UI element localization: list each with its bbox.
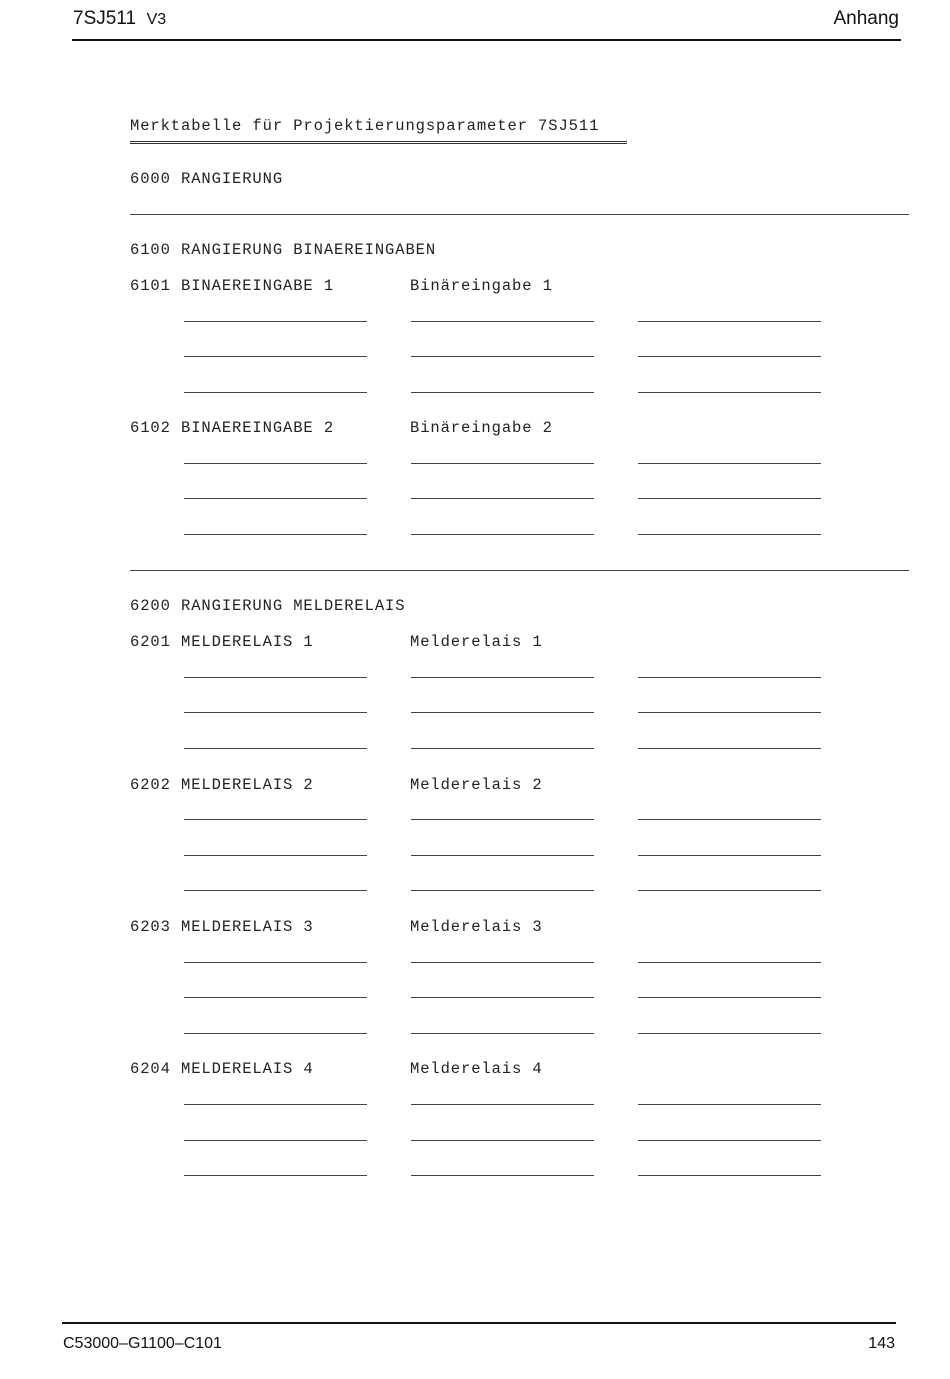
entry-blank [411,463,594,464]
param-label-6202: Melderelais 2 [410,776,543,794]
param-code-6202: 6202 MELDERELAIS 2 [130,776,314,794]
entry-blank [638,855,821,856]
entry-blank [184,677,367,678]
entry-blank [184,1104,367,1105]
entry-blank [411,1140,594,1141]
entry-blank [411,677,594,678]
entry-blank [184,1140,367,1141]
entry-blank [411,392,594,393]
param-label-6201: Melderelais 1 [410,633,543,651]
section-divider [130,214,909,215]
header-rule [72,39,901,41]
entry-blank [638,677,821,678]
entry-blank [411,712,594,713]
param-code-6101: 6101 BINAEREINGABE 1 [130,277,335,295]
entry-blank [184,748,367,749]
title-double-underline [130,141,627,144]
entry-blank [638,890,821,891]
entry-blank [638,1140,821,1141]
entry-blank [411,997,594,998]
entry-blank [184,534,367,535]
entry-blank [184,1033,367,1034]
entry-blank [184,356,367,357]
entry-blank [184,712,367,713]
entry-blank [638,819,821,820]
product-version: V3 [146,11,167,28]
entry-blank [638,748,821,749]
entry-blank [638,1175,821,1176]
entry-blank [411,1104,594,1105]
entry-blank [638,356,821,357]
entry-blank [184,890,367,891]
entry-blank [411,1033,594,1034]
entry-blank [411,356,594,357]
param-code-6102: 6102 BINAEREINGABE 2 [130,419,335,437]
entry-blank [411,1175,594,1176]
param-code-6204: 6204 MELDERELAIS 4 [130,1060,314,1078]
param-code-6203: 6203 MELDERELAIS 3 [130,918,314,936]
entry-blank [184,1175,367,1176]
param-label-6203: Melderelais 3 [410,918,543,936]
entry-blank [411,819,594,820]
entry-blank [411,962,594,963]
entry-blank [638,1033,821,1034]
entry-blank [411,890,594,891]
section-title: Anhang [833,8,899,29]
entry-blank [638,1104,821,1105]
entry-blank [638,498,821,499]
document-number: C53000‒G1100‒C101 [63,1335,222,1352]
param-label-6101: Binäreingabe 1 [410,277,553,295]
section-divider [130,570,909,571]
page-number: 143 [868,1335,895,1352]
entry-blank [638,962,821,963]
product-name [73,8,166,30]
entry-blank [638,997,821,998]
section-heading-6100: 6100 RANGIERUNG BINAEREINGABEN [130,241,437,259]
entry-blank [638,392,821,393]
entry-blank [638,463,821,464]
entry-blank [184,997,367,998]
entry-blank [638,534,821,535]
entry-blank [184,321,367,322]
footer-rule [62,1322,896,1324]
section-heading-6000: 6000 RANGIERUNG [130,170,284,188]
entry-blank [411,855,594,856]
entry-blank [411,748,594,749]
entry-blank [411,498,594,499]
entry-blank [638,712,821,713]
entry-blank [184,819,367,820]
entry-blank [184,392,367,393]
entry-blank [184,498,367,499]
param-label-6102: Binäreingabe 2 [410,419,553,437]
entry-blank [184,463,367,464]
entry-blank [184,962,367,963]
table-title: Merktabelle für Projektierungsparameter 7SJ511 [130,117,600,135]
entry-blank [411,534,594,535]
entry-blank [184,855,367,856]
entry-blank [411,321,594,322]
section-heading-6200: 6200 RANGIERUNG MELDERELAIS [130,597,406,615]
param-code-6201: 6201 MELDERELAIS 1 [130,633,314,651]
entry-blank [638,321,821,322]
product-code: 7SJ511 [73,8,137,29]
param-label-6204: Melderelais 4 [410,1060,543,1078]
